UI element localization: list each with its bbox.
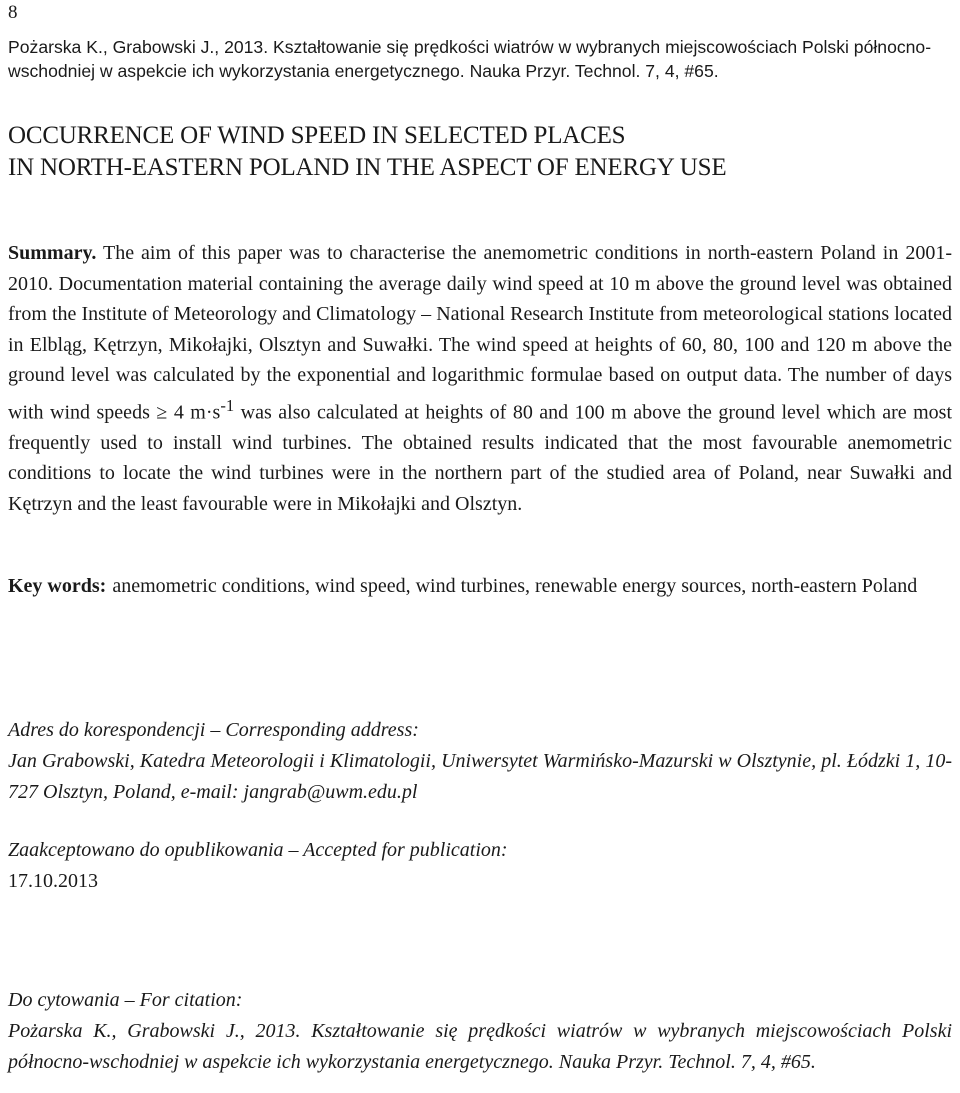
correspondence-label: Adres do korespondencji – Corresponding address:: [8, 719, 419, 741]
keywords-label: Key words:: [8, 575, 107, 597]
article-title-line-1: OCCURRENCE OF WIND SPEED IN SELECTED PLACES: [8, 122, 626, 149]
acceptance-block: [8, 835, 952, 897]
summary-text-part-1: The aim of this paper was to characterise the anemometric conditions in north-eastern Poland in 2001-2010. Documentation material containing the average daily wind speed at 10 m above the ground level was obtained from the Institute of Meteorology and Climatology – National Research Institute from meteorological stations located in Elbląg, Kętrzyn, Mikołajki, Olsztyn and Suwałki. The wind speed at heights of 60, 80, 100 and 120 m above the ground level was calculated by the exponential and logarithmic formulae based on output data. The number of days with wind speeds: [8, 242, 952, 424]
article-title-line-2: IN NORTH-EASTERN POLAND IN THE ASPECT OF ENERGY USE: [8, 154, 727, 181]
math-unit-exponent: -1: [220, 395, 235, 415]
correspondence-block: [8, 715, 952, 808]
summary-label: Summary.: [8, 242, 97, 264]
correspondence-address: Jan Grabowski, Katedra Meteorologii i Klimatologii, Uniwersytet Warmińsko-Mazurski w Olsztynie, pl. Łódzki 1, 10-727 Olsztyn, Poland, e-mail: jangrab@uwm.edu.pl: [8, 750, 952, 803]
summary-paragraph: [8, 238, 952, 519]
acceptance-label: Zaakceptowano do opublikowania – Accepted for publication:: [8, 839, 508, 861]
math-wind-speed-unit: 4 m·s: [167, 401, 221, 424]
article-title: [8, 120, 952, 184]
acceptance-date: 17.10.2013: [8, 870, 98, 892]
summary-text-part-2: was also calculated at heights of 80 and 100 m above the ground level which are most frequently used to install wind turbines. The obtained results indicated that the most favourable anemometric conditions to locate the wind turbines were in the northern part of the studied area of Poland, near Suwałki and Kętrzyn and the least favourable were in Mikołajki and Olsztyn.: [8, 401, 953, 515]
keywords-block: [8, 571, 952, 601]
citation-label: Do cytowania – For citation:: [8, 989, 243, 1011]
page-number: 8: [8, 2, 18, 23]
citation-block: [8, 985, 952, 1078]
math-greater-equal-symbol: ≥: [156, 401, 168, 424]
keywords-text: anemometric conditions, wind speed, wind turbines, renewable energy sources, north-eastern Poland: [112, 575, 918, 597]
running-header-citation: Pożarska K., Grabowski J., 2013. Kształtowanie się prędkości wiatrów w wybranych miejscowościach Polski północno-wschodniej w aspekcie ich wykorzystania energetycznego. Nauka Przyr. Technol. 7, 4, #65.: [8, 37, 932, 81]
citation-text: Pożarska K., Grabowski J., 2013. Kształtowanie się prędkości wiatrów w wybranych miejscowościach Polski północno-wschodniej w aspekcie ich wykorzystania energetycznego. Nauka Przyr. Technol. 7, 4, #65.: [8, 1020, 952, 1073]
